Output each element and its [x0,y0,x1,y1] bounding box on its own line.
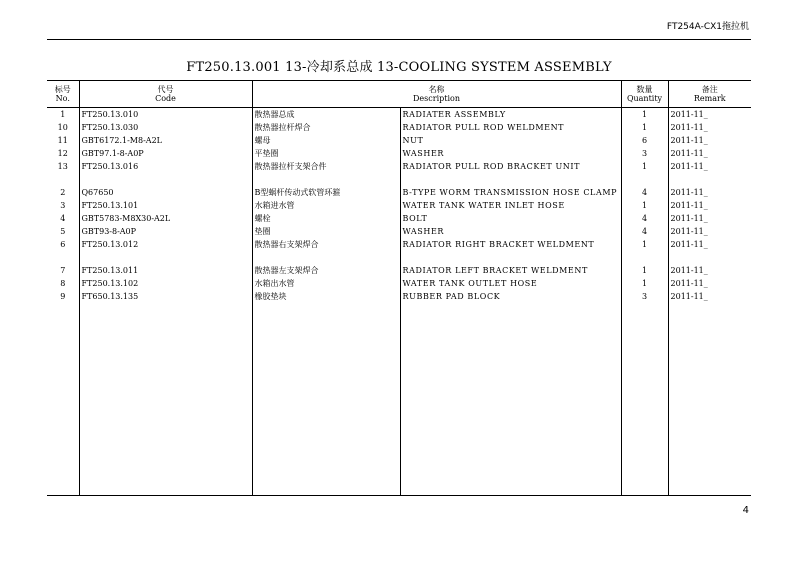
part-remark: 2011-11_ [668,108,751,122]
table-spacer-row [47,251,751,264]
part-name-cn: 螺栓 [252,212,400,225]
part-code: GBT6172.1-M8-A2L [79,134,252,147]
table-row [47,225,751,238]
spacer-cell [668,173,751,186]
part-description: B-TYPE WORM TRANSMISSION HOSE CLAMP [400,186,621,199]
part-code: GBT5783-M8X30-A2L [79,212,252,225]
part-name-cn: 垫圈 [252,225,400,238]
part-name-cn: 散热器拉杆焊合 [252,121,400,134]
column-header-no-en: No. [55,94,70,103]
spacer-cell [621,173,668,186]
table-row [47,186,751,199]
part-remark: 2011-11_ [668,121,751,134]
part-name-cn: 螺母 [252,134,400,147]
part-code: FT250.13.012 [79,238,252,251]
header-rule [47,39,751,40]
part-quantity: 1 [621,108,668,122]
part-quantity: 3 [621,290,668,303]
page-title: FT250.13.001 13-冷却系总成 13-COOLING SYSTEM ASSEMBLY [186,60,612,75]
row-number: 12 [57,149,68,158]
row-number: 8 [60,279,66,288]
page-number: 4 [742,505,749,516]
row-number: 9 [60,292,66,301]
part-remark: 2011-11_ [668,186,751,199]
part-quantity: 1 [621,160,668,173]
part-code: FT250.13.030 [79,121,252,134]
part-name-cn: 水箱进水管 [252,199,400,212]
part-quantity: 4 [621,212,668,225]
part-quantity: 1 [621,264,668,277]
part-remark: 2011-11_ [668,238,751,251]
part-quantity: 1 [621,121,668,134]
spacer-cell [400,173,621,186]
part-remark: 2011-11_ [668,134,751,147]
part-name-cn: 散热器总成 [252,108,400,122]
column-header-code-en: Code [155,94,176,103]
table-header-row [47,81,751,108]
parts-table-body [47,108,751,496]
table-row [47,108,751,122]
column-header-name-cn: 名称 [428,85,445,94]
row-number: 13 [57,162,68,171]
part-code: FT250.13.016 [79,160,252,173]
table-row [47,121,751,134]
table-row [47,212,751,225]
document-model-header: FT254A-CX1拖拉机 [666,22,749,32]
part-description: RUBBER PAD BLOCK [400,290,621,303]
column-header-description-en: Description [413,94,460,103]
spacer-cell [668,251,751,264]
column-header-remark-en: Remark [693,94,726,103]
table-row [47,238,751,251]
column-header-no-cn: 标号 [54,85,71,94]
column-header-description [252,81,621,108]
part-remark: 2011-11_ [668,199,751,212]
spacer-cell [252,251,400,264]
part-code: FT250.13.102 [79,277,252,290]
part-name-cn: 散热器左支架焊合 [252,264,400,277]
part-description: RADIATOR PULL ROD BRACKET UNIT [400,160,621,173]
part-description: NUT [400,134,621,147]
table-row [47,277,751,290]
row-number: 7 [60,266,66,275]
row-number: 11 [57,136,68,145]
part-quantity: 3 [621,147,668,160]
part-code: FT250.13.101 [79,199,252,212]
part-quantity: 6 [621,134,668,147]
part-quantity: 1 [621,199,668,212]
part-description: WATER TANK WATER INLET HOSE [400,199,621,212]
part-name-cn: 水箱出水管 [252,277,400,290]
part-code: GBT97.1-8-A0P [79,147,252,160]
part-remark: 2011-11_ [668,277,751,290]
part-remark: 2011-11_ [668,160,751,173]
column-header-code [79,81,252,108]
part-name-cn: 橡胶垫块 [252,290,400,303]
part-description: WASHER [400,147,621,160]
part-description: WATER TANK OUTLET HOSE [400,277,621,290]
spacer-cell [47,251,79,264]
spacer-cell [79,251,252,264]
column-header-remark-cn: 备注 [701,85,718,94]
part-code: Q67650 [79,186,252,199]
part-remark: 2011-11_ [668,225,751,238]
part-quantity: 1 [621,277,668,290]
part-description: RADIATER ASSEMBLY [400,108,621,122]
part-description: RADIATOR LEFT BRACKET WELDMENT [400,264,621,277]
parts-table [47,80,751,496]
part-description: BOLT [400,212,621,225]
part-description: WASHER [400,225,621,238]
row-number: 2 [60,188,66,197]
row-number: 5 [60,227,66,236]
table-row [47,264,751,277]
row-number: 3 [60,201,66,210]
part-name-cn: B型蜗杆传动式软管环箍 [252,186,400,199]
part-quantity: 4 [621,186,668,199]
table-filler-row [47,303,751,496]
row-number: 6 [60,240,66,249]
column-header-no [47,81,79,108]
part-name-cn: 散热器右支架焊合 [252,238,400,251]
spacer-cell [400,251,621,264]
table-row [47,160,751,173]
part-description: RADIATOR RIGHT BRACKET WELDMENT [400,238,621,251]
spacer-cell [252,173,400,186]
spacer-cell [621,251,668,264]
table-row [47,199,751,212]
row-number: 4 [60,214,66,223]
part-quantity: 4 [621,225,668,238]
table-spacer-row [47,173,751,186]
part-code: FT650.13.135 [79,290,252,303]
part-remark: 2011-11_ [668,147,751,160]
column-header-quantity-cn: 数量 [636,85,653,94]
table-row [47,290,751,303]
part-code: FT250.13.010 [79,108,252,122]
part-code: FT250.13.011 [79,264,252,277]
spacer-cell [79,173,252,186]
part-remark: 2011-11_ [668,264,751,277]
spacer-cell [47,173,79,186]
column-header-quantity-en: Quantity [626,94,663,103]
part-name-cn: 散热器拉杆支架合件 [252,160,400,173]
part-description: RADIATOR PULL ROD WELDMENT [400,121,621,134]
column-header-quantity [621,81,668,108]
part-name-cn: 平垫圈 [252,147,400,160]
part-remark: 2011-11_ [668,290,751,303]
column-header-code-cn: 代号 [157,85,174,94]
part-quantity: 1 [621,238,668,251]
part-code: GBT93-8-A0P [79,225,252,238]
table-row [47,147,751,160]
part-remark: 2011-11_ [668,212,751,225]
row-number: 1 [60,110,66,119]
column-header-remark [668,81,751,108]
row-number: 10 [57,123,68,132]
table-row [47,134,751,147]
